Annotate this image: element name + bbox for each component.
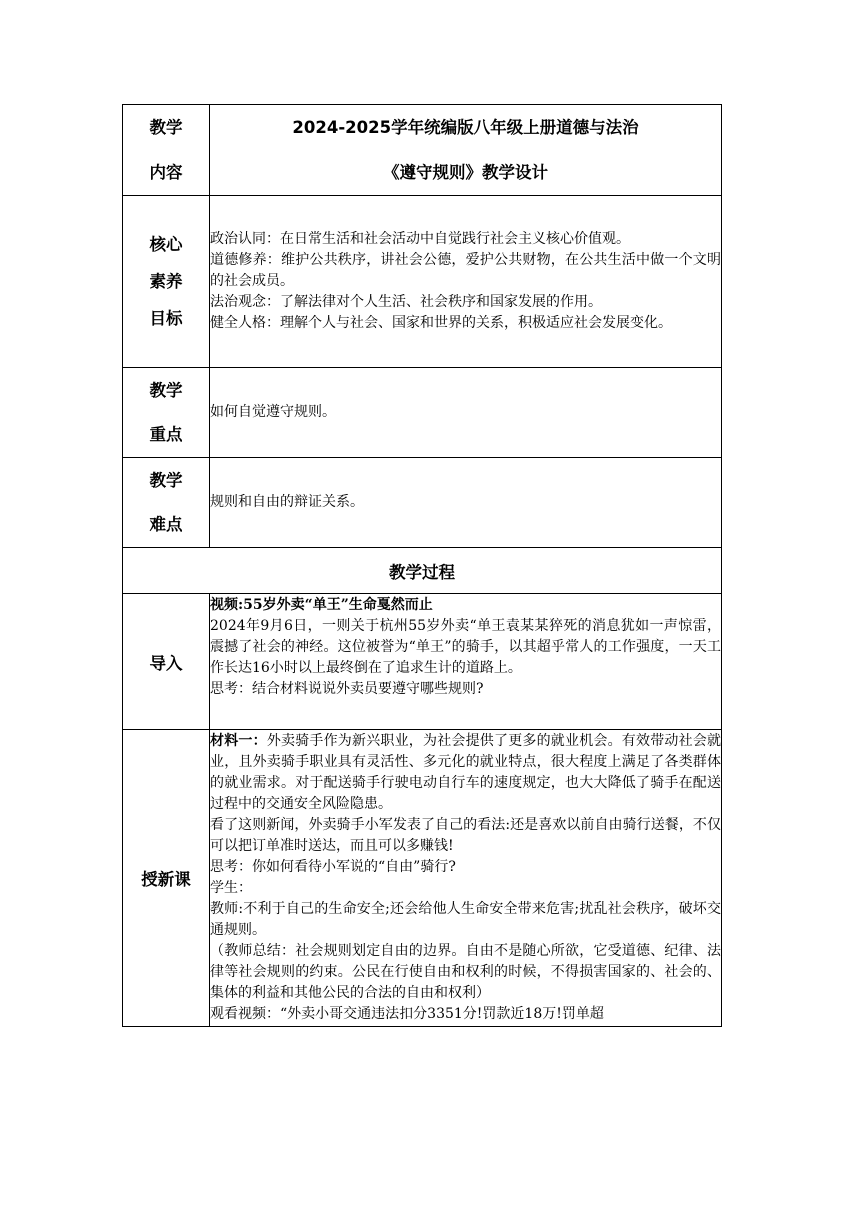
news-opinion-text: 看了这则新闻，外卖骑手小军发表了自己的看法:还是喜欢以前自由骑行送餐，不仅可以把订单准时送达，而且可以多赚钱! <box>210 817 721 854</box>
core-literacy-content <box>210 196 722 368</box>
student-answer-text: 学生： <box>210 880 252 896</box>
political-identity-text: 政治认同：在日常生活和社会活动中自觉践行社会主义核心价值观。 <box>210 231 630 247</box>
new-lesson-content <box>210 730 722 1027</box>
intro-question: 思考：结合材料说说外卖员要遵守哪些规则? <box>210 681 484 697</box>
core-literacy-label-line1: 核心 <box>149 235 183 254</box>
content-label-line1: 教学 <box>149 118 183 137</box>
key-point-label-line1: 教学 <box>149 380 183 400</box>
intro-content <box>210 594 722 730</box>
sound-personality-text: 健全人格：理解个人与社会、国家和世界的关系，积极适应社会发展变化。 <box>210 315 672 331</box>
intro-paragraph: 2024年9月6日，一则关于杭州55岁外卖“单王袁某某猝死的消息犹如一声惊雷，震撼了社会的神经。这位被誉为“单王”的骑手，以其超乎常人的工作强度，一天工作长达16小时以上最终倒在了追求生计的道路上。 <box>210 618 721 676</box>
new-lesson-label: 授新课 <box>123 730 210 1027</box>
material-one-paragraph <box>210 731 721 815</box>
lesson-plan-table <box>122 104 722 1027</box>
intro-video-title: 视频:55岁外卖“单王”生命戛然而止 <box>210 597 433 613</box>
lesson-title-cell <box>210 105 722 196</box>
difficulty-label-cell <box>123 458 210 548</box>
core-literacy-label-line2: 素养 <box>149 272 183 291</box>
key-point-content: 如何自觉遵守规则。 <box>210 368 722 458</box>
difficulty-label-line2: 难点 <box>149 514 183 534</box>
freedom-question-text: 思考：你如何看待小军说的“自由”骑行? <box>210 859 456 875</box>
material-one-label: 材料一： <box>210 733 267 749</box>
teacher-answer-text: 教师:不利于自己的生命安全;还会给他人生命安全带来危害;扰乱社会秩序，破坏交通规则。 <box>210 901 721 938</box>
teacher-summary-text: （教师总结：社会规则划定自由的边界。自由不是随心所欲，它受道德、纪律、法律等社会规则的约束。公民在行使自由和权利的时候，不得损害国家的、社会的、集体的利益和其他公民的合法的自由和权利） <box>210 943 721 1001</box>
content-label-line2: 内容 <box>149 163 183 182</box>
core-literacy-label-cell <box>123 196 210 368</box>
material-one-text: 外卖骑手作为新兴职业，为社会提供了更多的就业机会。有效带动社会就业，且外卖骑手职业具有灵活性、多元化的就业特点，很大程度上满足了各类群体的就业需求。对于配送骑手行驶电动自行车的速度规定，也大大降低了骑手在配送过程中的交通安全风险隐患。 <box>210 733 722 812</box>
moral-cultivation-text: 道德修养：维护公共秩序，讲社会公德，爱护公共财物，在公共生活中做一个文明的社会成员。 <box>210 252 721 289</box>
lesson-title-line2: 《遵守规则》教学设计 <box>383 163 548 182</box>
difficulty-label-line1: 教学 <box>149 470 183 490</box>
difficulty-row <box>123 458 722 548</box>
title-row <box>123 105 722 196</box>
key-point-label-line2: 重点 <box>149 424 183 444</box>
rule-of-law-text: 法治观念：了解法律对个人生活、社会秩序和国家发展的作用。 <box>210 294 602 310</box>
key-point-label-cell <box>123 368 210 458</box>
lesson-title-line1: 2024-2025学年统编版八年级上册道德与法治 <box>292 118 639 137</box>
video-note-text: 观看视频：“外卖小哥交通违法扣分3351分!罚款近18万!罚单超 <box>210 1006 604 1022</box>
intro-label: 导入 <box>123 594 210 730</box>
core-literacy-label-line3: 目标 <box>149 309 183 328</box>
key-point-row <box>123 368 722 458</box>
process-heading: 教学过程 <box>123 548 722 594</box>
process-heading-row <box>123 548 722 594</box>
new-lesson-row <box>123 730 722 1027</box>
content-label-cell <box>123 105 210 196</box>
difficulty-content: 规则和自由的辩证关系。 <box>210 458 722 548</box>
intro-row <box>123 594 722 730</box>
core-literacy-row <box>123 196 722 368</box>
